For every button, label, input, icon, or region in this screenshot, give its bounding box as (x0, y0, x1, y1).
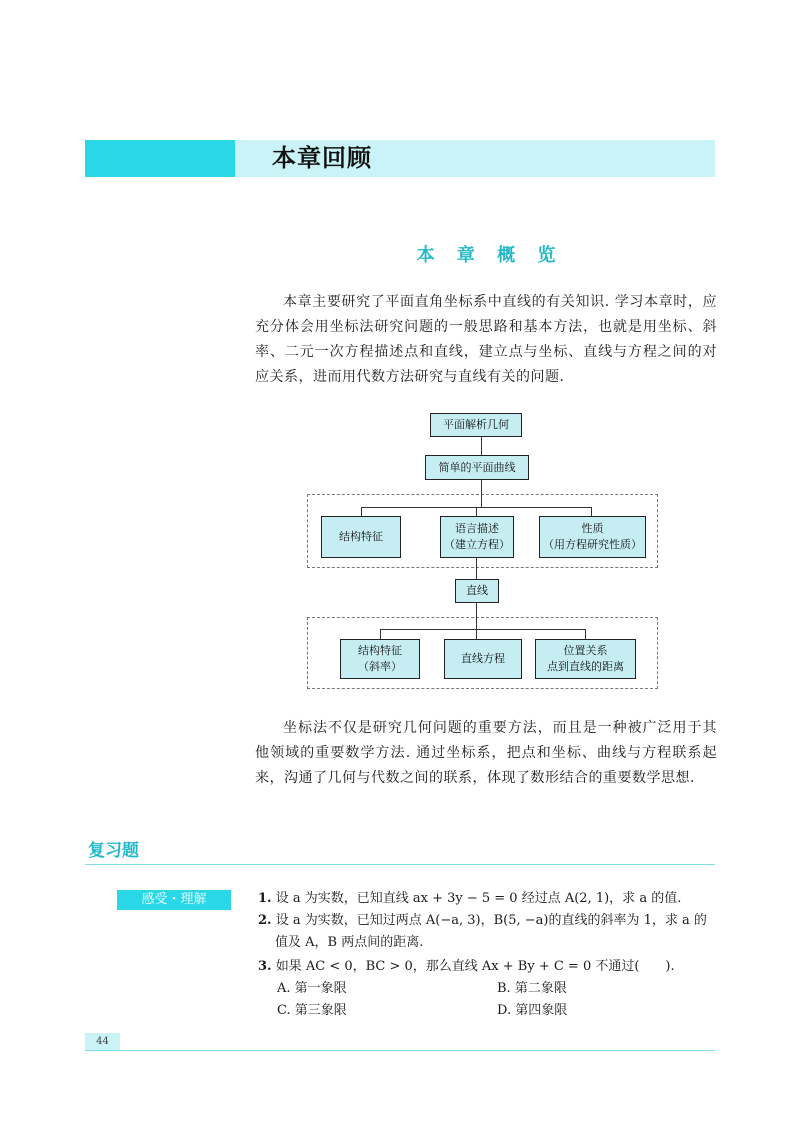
problem-2 (258, 910, 718, 932)
node-label-line-2: （用方程研究性质） (543, 538, 642, 551)
exercise-category-tag: 感受・理解 (117, 890, 231, 910)
option-a: A. 第一象限 (277, 981, 347, 996)
footer-divider (85, 1050, 715, 1051)
node-label: 直线方程 (461, 652, 505, 665)
connector-group2-horizontal (380, 629, 586, 630)
node-label: 平面解析几何 (443, 418, 509, 431)
problem-text-line-1: 设 a 为实数，已知过两点 A(−a, 3)，B(5, −a)的直线的斜率为 1，求 a 的 (275, 913, 707, 928)
overview-paragraph-1: 本章主要研究了平面直角坐标系中直线的有关知识. 学习本章时，应充分体会用坐标法研究问题的一般思路和基本方法，也就是用坐标、斜率、二元一次方程描述点和直线，建立点与坐标、直线与方程之间的对应关系，进而用代数方法研究与直线有关的问题. (255, 294, 717, 385)
node-language-description (440, 516, 514, 558)
connector-group1-b (476, 507, 477, 516)
banner-accent (85, 140, 235, 177)
connector-group1-a (361, 507, 362, 516)
problem-1 (258, 888, 718, 910)
section-title: 本 章 概 览 (416, 245, 564, 266)
option-b: B. 第二象限 (497, 981, 567, 996)
problem-number: 1. (258, 891, 272, 906)
connector-root-l2 (481, 437, 482, 455)
node-structural-features (321, 516, 401, 558)
diagram-group-box-1 (307, 494, 658, 568)
connector-l2-group1 (481, 480, 482, 507)
connector-group2-a (380, 629, 381, 639)
node-label-line-2: 点到直线的距离 (547, 660, 624, 673)
node-simple-plane-curves (425, 455, 529, 480)
problem-2-continued (275, 932, 715, 954)
connector-group2-c (585, 629, 586, 639)
node-properties (539, 516, 646, 558)
page-number: 44 (96, 1036, 109, 1047)
problem-3 (258, 956, 718, 978)
connector-group1-line (476, 558, 477, 579)
problem-text: 设 a 为实数，已知直线 ax + 3y − 5 = 0 经过点 A(2, 1)，求 a 的值. (275, 891, 682, 906)
node-label: 简单的平面曲线 (438, 460, 516, 474)
node-straight-line (455, 579, 499, 603)
node-label: 结构特征 (339, 530, 383, 543)
node-label-line-1: 结构特征 (358, 644, 402, 657)
connector-line-group2 (476, 603, 477, 629)
connector-group1-c (591, 507, 592, 516)
connector-group2-b (476, 629, 477, 639)
diagram-group-box-2 (307, 617, 658, 689)
overview-paragraph-2: 坐标法不仅是研究几何问题的重要方法，而且是一种被广泛用于其他领域的重要数学方法. 通过坐标系，把点和坐标、曲线与方程联系起来，沟通了几何与代数之间的联系，体现了数形结合的重要数学思想. (255, 720, 717, 786)
node-label: 直线 (466, 584, 488, 597)
option-c: C. 第三象限 (277, 1003, 347, 1018)
node-positional-relation (535, 639, 636, 679)
node-plane-analytic-geometry (430, 413, 522, 437)
node-label-line-1: 语言描述 (455, 522, 499, 535)
problem-number: 3. (258, 959, 272, 974)
option-d: D. 第四象限 (497, 1003, 568, 1018)
node-label-line-1: 性质 (581, 522, 604, 535)
node-structural-features-slope (340, 639, 420, 679)
node-label-line-1: 位置关系 (563, 644, 608, 657)
problem-text-line-2: 值及 A，B 两点间的距离. (275, 935, 424, 950)
node-label-line-2: （建立方程） (444, 538, 510, 551)
review-title: 复习题 (88, 841, 139, 861)
node-line-equation (444, 639, 522, 679)
chapter-title: 本章回顾 (272, 144, 372, 172)
connector-group1-horizontal (361, 507, 592, 508)
review-divider (85, 864, 715, 865)
node-label-line-2: （斜率） (358, 660, 402, 673)
problem-number: 2. (258, 913, 272, 928)
problem-text: 如果 AC < 0，BC > 0，那么直线 Ax + By + C = 0 不通过( ). (275, 959, 675, 974)
